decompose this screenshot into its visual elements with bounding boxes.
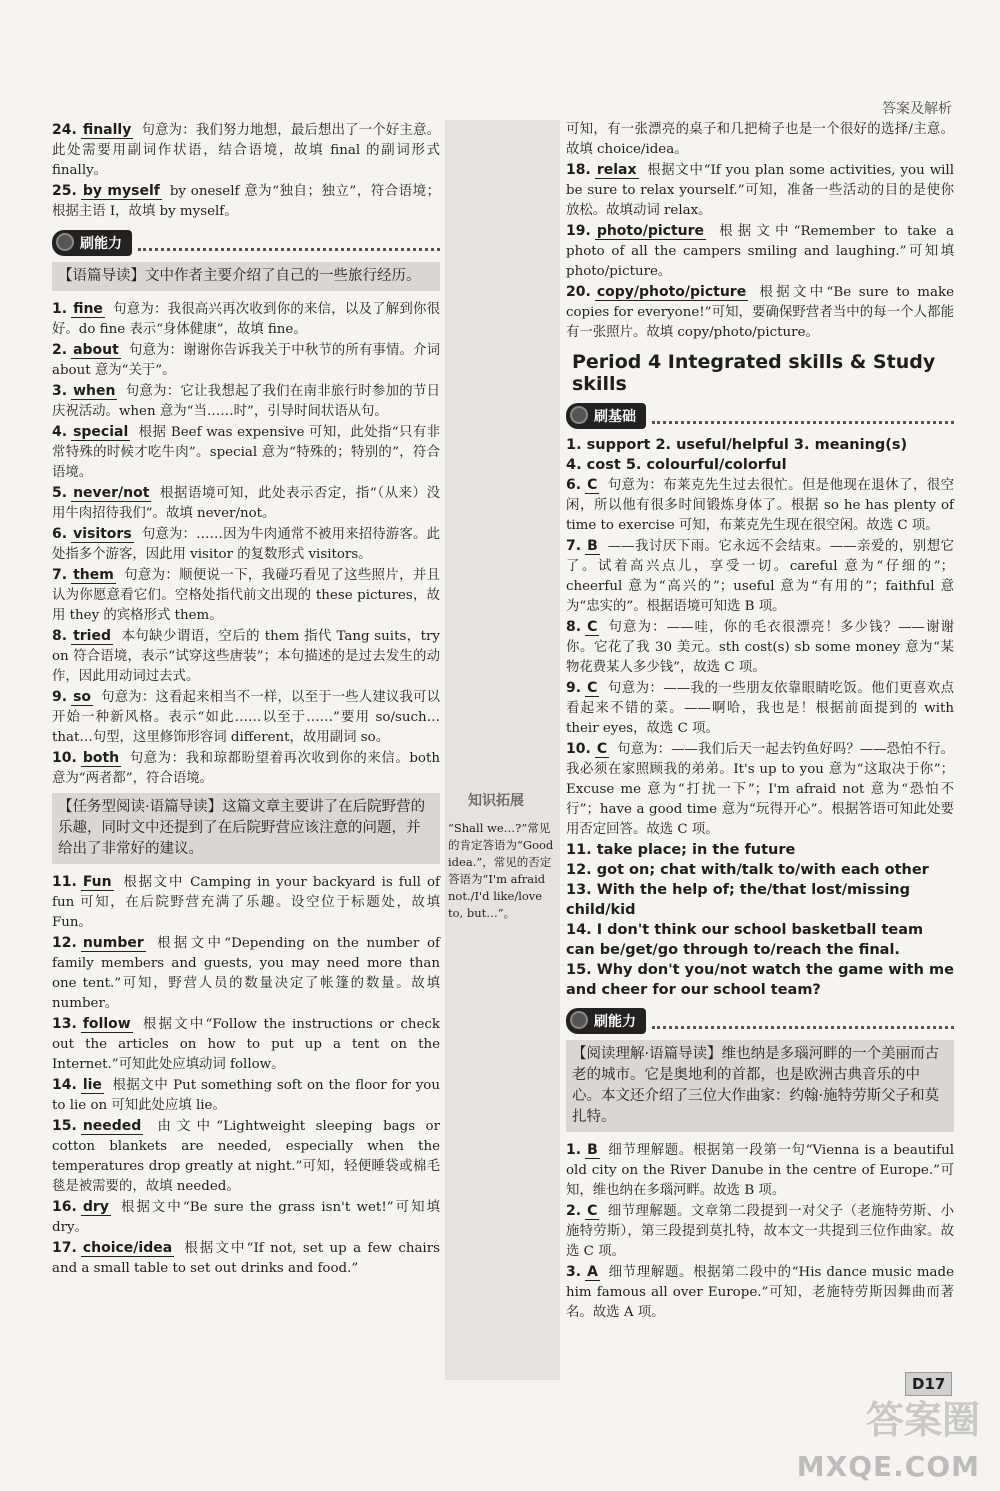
answer-item: [566, 536, 954, 617]
item-explanation: 句意为：我和琼都盼望着再次收到你的来信。both 意为“两者都”，符合语境。: [52, 751, 440, 786]
item-explanation: 根据文中“Follow the instructions or check out the articles on how to put up a tent on the Internet.”可知此处应填动词 follow。: [52, 1017, 440, 1072]
item-explanation: 根据文中“If you plan some activities, you will be sure to relax yourself.”可知，准备一些活动的目的是使你放松。故填动词 relax。: [566, 163, 954, 218]
item-answer: fine: [73, 301, 103, 317]
answer-item: [566, 1201, 954, 1262]
item-answer: copy/photo/picture: [596, 284, 747, 300]
left-column: [52, 120, 440, 1279]
item-number: 3.: [566, 1264, 582, 1280]
answer-item: [566, 739, 954, 840]
answer-item: [566, 282, 954, 343]
item-number: 2.: [566, 1203, 582, 1219]
answer-item: [566, 1140, 954, 1201]
item-number: 25.: [52, 183, 77, 199]
answer-item: [566, 1262, 954, 1323]
item-explanation: 细节理解题。根据第一段第一句“Vienna is a beautiful old city on the River Danube in the centre of Europe.”可知，维也纳在多瑙河畔。故选 B 项。: [566, 1143, 954, 1198]
dotted-rule: [652, 1014, 954, 1029]
item-number: 24.: [52, 122, 77, 138]
answer-line: 12. got on; chat with/talk to/with each other: [566, 862, 929, 878]
item-number: 12.: [52, 935, 77, 951]
item-number: 7.: [566, 538, 582, 554]
item-number: 10.: [566, 741, 591, 757]
item-answer: A: [587, 1264, 598, 1280]
item-answer: C: [587, 477, 598, 493]
item-answer: about: [73, 342, 119, 358]
item-number: 16.: [52, 1199, 77, 1215]
item-answer: choice/idea: [82, 1240, 173, 1256]
item-explanation: 由文中“Lightweight sleeping bags or cotton blankets are needed, especially when the temperatures drop greatly at night.”可知，轻便睡袋或棉毛毯是被需要的，故填 needed。: [52, 1119, 440, 1194]
item-answer: them: [73, 567, 114, 583]
item-explanation: 句意为：——我的一些朋友依靠眼睛吃饭。他们更喜欢点看起来不错的菜。——啊哈，我也是！根据前面提到的 with their eyes，故选 C 项。: [566, 681, 954, 736]
item-explanation: 句意为：谢谢你告诉我关于中秋节的所有事情。介词 about 意为“关于”。: [52, 343, 440, 378]
right-items-bottom: [566, 1140, 954, 1323]
item-explanation: 句意为：——哇，你的毛衣很漂亮！多少钱？——谢谢你。它花了我 30 美元。sth cost(s) sb some money 意为“某物花费某人多少钱”，故选 C 项。: [566, 620, 954, 675]
answer-line: 13. With the help of; the/that lost/missing child/kid: [566, 882, 911, 918]
item-explanation: 句意为：我们努力地想，最后想出了一个好主意。此处需要用副词作状语，结合语境，故填 final 的副词形式 finally。: [52, 123, 440, 178]
item-number: 8.: [566, 619, 582, 635]
answer-item: [52, 120, 440, 181]
item-number: 5.: [52, 485, 68, 501]
item-number: 6.: [52, 526, 68, 542]
item-answer: B: [587, 538, 598, 554]
section-bar-ability-2: [566, 1008, 954, 1034]
item-answer: by myself: [82, 183, 160, 199]
answer-line: 15. Why don't you/not watch the game with me and cheer for our school team?: [566, 962, 954, 998]
answer-item: [52, 748, 440, 789]
page-number: D17: [905, 1372, 952, 1396]
item-explanation: 根据文中“Depending on the number of family members and guests, you may need more than one tent.”可知，野营人员的数量决定了帐篷的数量。故填 number。: [52, 936, 440, 1011]
item-number: 1.: [566, 1142, 582, 1158]
answer-item: [566, 160, 954, 221]
item-answer: follow: [82, 1016, 131, 1032]
answer-line: 4. cost 5. colourful/colorful: [566, 457, 787, 473]
item-answer: C: [587, 619, 598, 635]
item-explanation: by oneself 意为“独自；独立”，符合语境；根据主语 I，故填 by myself。: [52, 184, 440, 219]
item-explanation: 可知，有一张漂亮的桌子和几把椅子也是一个很好的选择/主意。故填 choice/idea。: [566, 122, 954, 157]
item-explanation: 根据语境可知，此处表示否定，指“（从来）没用牛肉招待我们”。故填 never/not。: [52, 486, 440, 521]
item-answer: B: [587, 1142, 598, 1158]
right-items-top: [566, 120, 954, 343]
item-number: 11.: [52, 874, 77, 890]
answer-item: [52, 340, 440, 381]
answer-item: [52, 299, 440, 340]
left-items-mid: [52, 299, 440, 789]
item-number: 19.: [566, 223, 591, 239]
item-answer: visitors: [73, 526, 132, 542]
answer-item: [52, 933, 440, 1014]
left-items-top: [52, 120, 440, 222]
item-number: 8.: [52, 628, 68, 644]
answer-item: [566, 617, 954, 678]
item-number: 17.: [52, 1240, 77, 1256]
answer-item: [566, 120, 954, 160]
item-explanation: 细节理解题。根据第二段中的“His dance music made him famous all over Europe.”可知，老施特劳斯因舞曲而著名。故选 A 项。: [566, 1265, 954, 1320]
item-answer: relax: [596, 162, 637, 178]
item-explanation: 根据文中“If not, set up a few chairs and a small table to set out drinks and food.”: [52, 1241, 440, 1276]
item-number: 15.: [52, 1118, 77, 1134]
item-explanation: ——我讨厌下雨。它永远不会结束。——亲爱的，别想它了。试着高兴点儿，享受一切。careful 意为“仔细的”；cheerful 意为“高兴的”；useful 意为“有用的”；faithful 意为“忠实的”。根据语境可知选 B 项。: [566, 539, 954, 614]
answer-item: [52, 181, 440, 222]
item-explanation: 根据文中“Be sure the grass isn't wet!”可知填 dry。: [52, 1200, 440, 1235]
section-header: 答案及解析: [882, 101, 952, 117]
item-answer: finally: [82, 122, 132, 138]
short-answers: [566, 435, 954, 475]
item-number: 7.: [52, 567, 68, 583]
reading-guide-2: 【任务型阅读·语篇导读】这篇文章主要讲了在后院野营的乐趣，同时文中还提到了在后院野营应该注意的问题，并给出了非常好的建议。: [52, 793, 440, 864]
middle-sidebar-band: [445, 120, 560, 1380]
item-answer: special: [73, 424, 129, 440]
answer-item: [566, 475, 954, 536]
section-bar-basics: [566, 403, 954, 429]
reading-guide-3: 【阅读理解·语篇导读】维也纳是多瑙河畔的一个美丽而古老的城市。它是奥地利的首都，也是欧洲古典音乐的中心。本文还介绍了三位大作曲家：约翰·施特劳斯父子和莫扎特。: [566, 1040, 954, 1132]
watermark-site: MXQE.COM: [796, 1450, 980, 1483]
item-answer: never/not: [73, 485, 150, 501]
section-badge: 刷能力: [566, 1008, 646, 1034]
answer-item: [52, 524, 440, 565]
answer-item: [52, 422, 440, 483]
dotted-rule: [652, 409, 954, 424]
watermark-logo: 答案圈: [865, 1398, 980, 1442]
answer-item: [52, 381, 440, 422]
left-items-bottom: [52, 872, 440, 1279]
item-answer: when: [73, 383, 116, 399]
item-explanation: 根据文中 Camping in your backyard is full of fun 可知，在后院野营充满了乐趣。设空位于标题处，故填 Fun。: [52, 875, 440, 930]
answer-item: [52, 565, 440, 626]
item-explanation: 本句缺少谓语，空后的 them 指代 Tang suits，try on 符合语境，表示“试穿这些唐装”；本句描述的是过去发生的动作，因此用动词过去式。: [52, 629, 440, 684]
item-answer: C: [587, 1203, 598, 1219]
item-answer: C: [587, 680, 598, 696]
item-answer: both: [82, 750, 120, 766]
item-number: 3.: [52, 383, 68, 399]
answer-item: [52, 1075, 440, 1116]
item-explanation: 句意为：布莱克先生过去很忙。但是他现在退休了，很空闲，所以他有很多时间锻炼身体了。根据 so he has plenty of time to exercise 可知，布莱克先生现在很空闲。故选 C 项。: [566, 478, 954, 533]
sidebar-note: “Shall we…?”常见的肯定答语为“Good idea.”，常见的否定答语为“I'm afraid not./I'd like/love to, but…”。: [448, 821, 554, 920]
answer-item: [52, 687, 440, 748]
answer-item: [52, 1116, 440, 1197]
item-answer: lie: [82, 1077, 102, 1093]
item-explanation: 句意为：顺便说一下，我碰巧看见了这些照片，并且认为你愿意看它们。空格处指代前文出现的 these pictures，故用 they 的宾格形式 them。: [52, 568, 440, 623]
right-items-mid: [566, 475, 954, 840]
answer-line: 1. support 2. useful/helpful 3. meaning(s): [566, 437, 908, 453]
item-answer: needed: [82, 1118, 142, 1134]
item-answer: C: [596, 741, 608, 757]
item-number: 13.: [52, 1016, 77, 1032]
item-answer: photo/picture: [596, 223, 705, 239]
item-number: 1.: [52, 301, 68, 317]
item-explanation: 句意为：它让我想起了我们在南非旅行时参加的节日庆祝活动。when 意为“当……时”，引导时间状语从句。: [52, 384, 440, 419]
answer-item: [52, 872, 440, 933]
item-number: 18.: [566, 162, 591, 178]
item-answer: number: [82, 935, 144, 951]
item-explanation: 根据 Beef was expensive 可知，此处指“只有非常特殊的时候才吃牛肉”。special 意为“特殊的；特别的”，符合语境。: [52, 425, 440, 480]
item-explanation: 细节理解题。文章第二段提到一对父子（老施特劳斯、小施特劳斯），第三段提到莫扎特，故本文一共提到三位作曲家。故选 C 项。: [566, 1204, 954, 1259]
section-badge: 刷基础: [566, 403, 646, 429]
answer-item: [52, 626, 440, 687]
item-explanation: 句意为：——我们后天一起去钓鱼好吗？——恐怕不行。我必须在家照顾我的弟弟。It's up to you 意为“这取决于你”；Excuse me 意为“打扰一下”；I'm afraid not 意为“恐怕不行”；have a good time 意为“玩得开心”。根据答语可知此处要用否定回答。故选 C 项。: [566, 742, 954, 837]
item-answer: tried: [73, 628, 111, 644]
sidebar-title: 知识拓展: [468, 793, 524, 809]
item-number: 10.: [52, 750, 77, 766]
answer-line: 11. take place; in the future: [566, 842, 796, 858]
period-title: Period 4 Integrated skills & Study skills: [572, 351, 936, 395]
item-number: 4.: [52, 424, 68, 440]
item-explanation: 根据文中“Remember to take a photo of all the campers smiling and laughing.”可知填 photo/picture。: [566, 224, 954, 279]
reading-guide-1: 【语篇导读】文中作者主要介绍了自己的一些旅行经历。: [52, 262, 440, 291]
dotted-rule: [138, 236, 440, 251]
item-answer: Fun: [82, 874, 112, 890]
fill-answers: [566, 840, 954, 1000]
item-answer: so: [73, 689, 92, 705]
answer-line: 14. I don't think our school basketball team can be/get/go through to/reach the final.: [566, 922, 924, 958]
item-number: 2.: [52, 342, 68, 358]
item-explanation: 句意为：……因为牛肉通常不被用来招待游客。此处指多个游客，因此用 visitor 的复数形式 visitors。: [52, 527, 440, 562]
item-number: 9.: [52, 689, 68, 705]
item-explanation: 句意为：我很高兴再次收到你的来信，以及了解到你很好。do fine 表示“身体健康”，故填 fine。: [52, 302, 440, 337]
answer-item: [566, 221, 954, 282]
item-number: 9.: [566, 680, 582, 696]
item-answer: dry: [82, 1199, 109, 1215]
section-bar-ability-1: [52, 230, 440, 256]
answer-item: [52, 483, 440, 524]
item-number: 14.: [52, 1077, 77, 1093]
item-number: 20.: [566, 284, 591, 300]
item-explanation: 根据文中 Put something soft on the floor for you to lie on 可知此处应填 lie。: [52, 1078, 440, 1113]
section-badge: 刷能力: [52, 230, 132, 256]
answer-item: [52, 1238, 440, 1279]
item-explanation: 句意为：这看起来相当不一样，以至于一些人建议我可以开始一种新风格。表示“如此……以至于……”要用 so/such… that…句型，这里修饰形容词 different，故用副词 so。: [52, 690, 440, 745]
answer-item: [52, 1014, 440, 1075]
answer-item: [566, 678, 954, 739]
item-explanation: 根据文中“Be sure to make copies for everyone!”可知，要确保野营者当中的每一个人都能有一张照片。故填 copy/photo/picture。: [566, 285, 954, 340]
right-column: [566, 120, 954, 1323]
item-number: 6.: [566, 477, 582, 493]
answer-item: [52, 1197, 440, 1238]
